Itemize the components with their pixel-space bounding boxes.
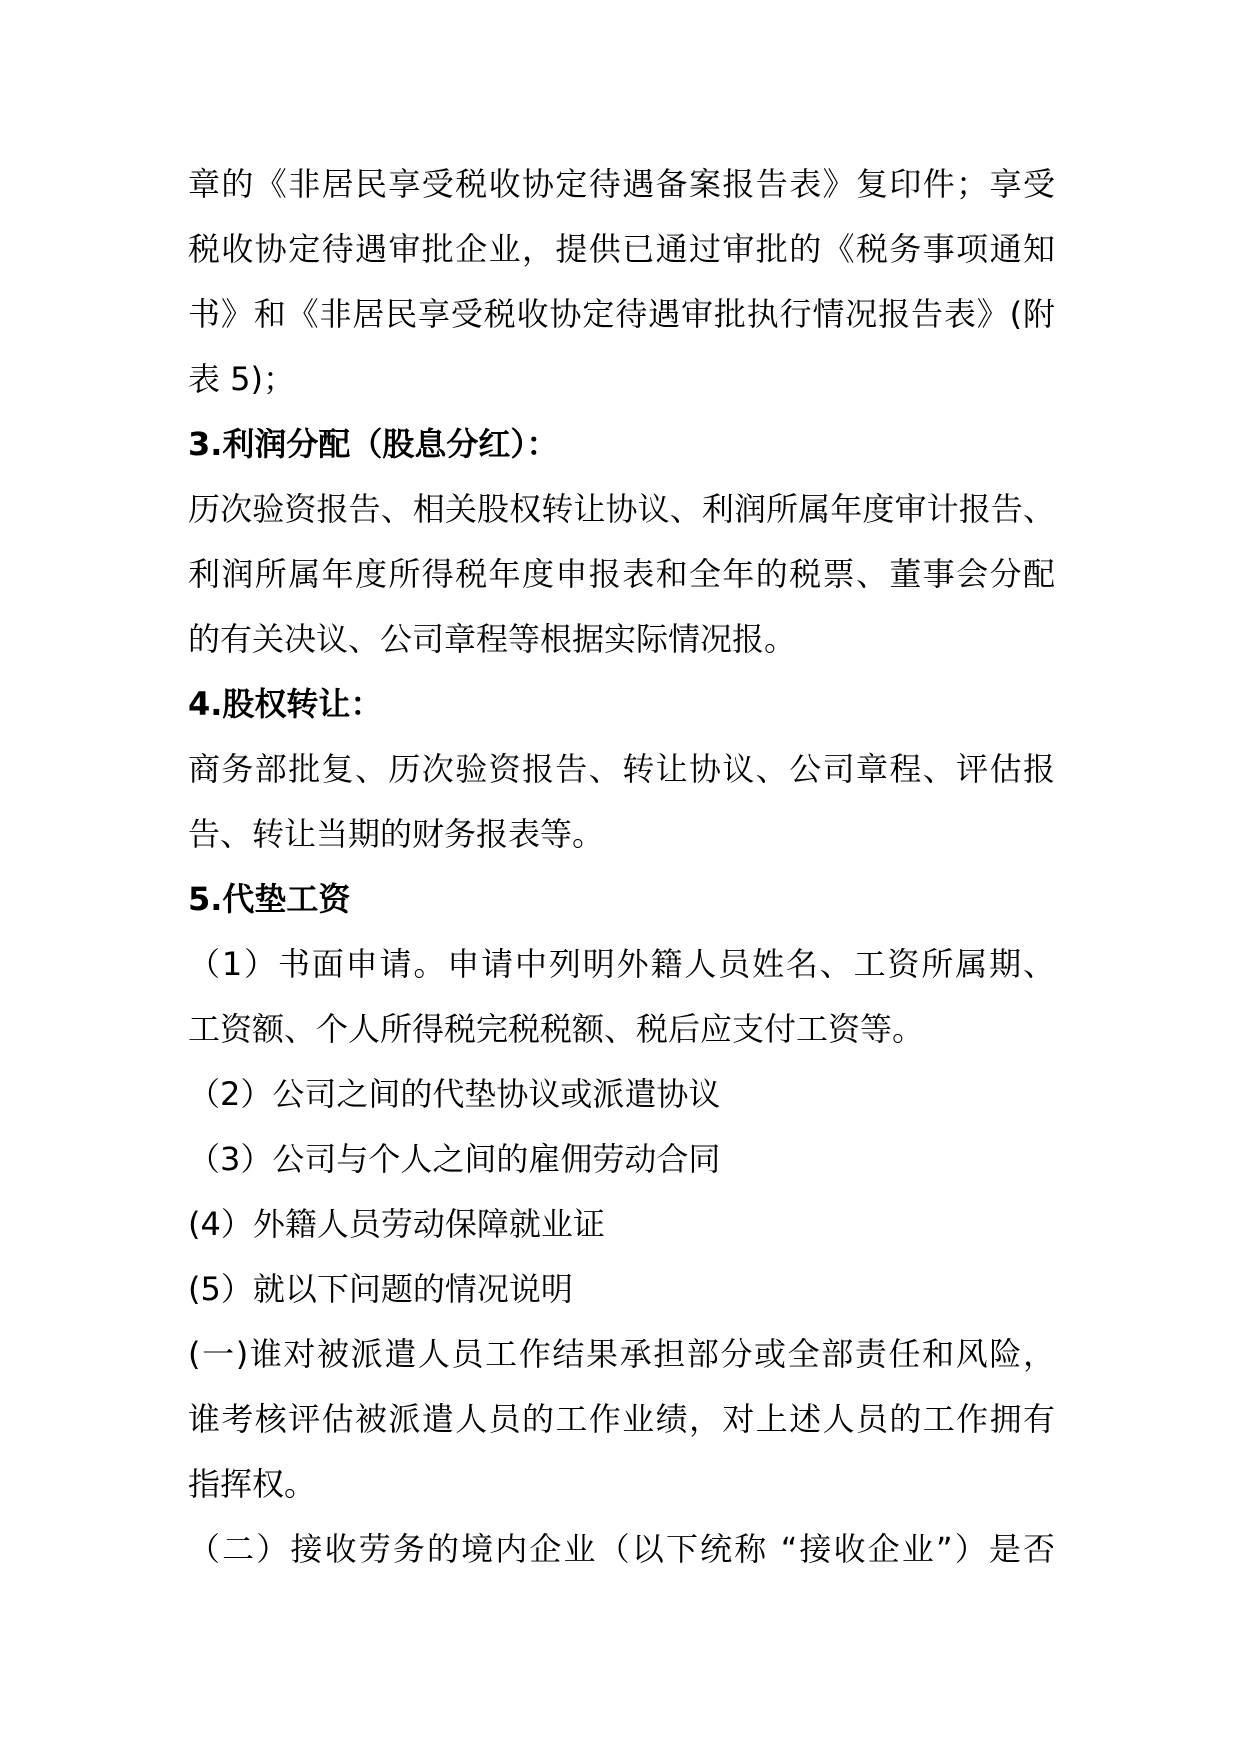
list-item: （1）书面申请。申请中列明外籍人员姓名、工资所属期、 xyxy=(188,945,1055,983)
list-item: （二）接收劳务的境内企业（以下统称 “接收企业”）是否 xyxy=(188,1530,1055,1568)
list-item: (5）就以下问题的情况说明 xyxy=(188,1270,573,1308)
text-line: 书》和《非居民享受税收协定待遇审批执行情况报告表》(附 xyxy=(188,295,1055,333)
section-heading-equity-transfer: 4.股权转让： xyxy=(188,685,383,723)
text-line: 商务部批复、历次验资报告、转让协议、公司章程、评估报 xyxy=(188,750,1055,788)
text-line: 利润所属年度所得税年度申报表和全年的税票、董事会分配 xyxy=(188,555,1055,593)
text-line: 章的《非居民享受税收协定待遇备案报告表》复印件；享受 xyxy=(188,165,1055,203)
document-body xyxy=(188,152,1055,1582)
text-line: 表 5)； xyxy=(188,360,296,398)
list-item: （3）公司与个人之间的雇佣劳动合同 xyxy=(188,1140,721,1178)
text-line: 历次验资报告、相关股权转让协议、利润所属年度审计报告、 xyxy=(188,490,1055,528)
section-heading-advance-salary: 5.代垫工资 xyxy=(188,880,351,918)
text-line: 指挥权。 xyxy=(188,1465,317,1503)
section-heading-profit-distribution: 3.利润分配（股息分红）： xyxy=(188,425,559,463)
list-item: (一)谁对被派遣人员工作结果承担部分或全部责任和风险， xyxy=(188,1335,1055,1373)
list-item: (4）外籍人员劳动保障就业证 xyxy=(188,1205,605,1243)
text-line: 谁考核评估被派遣人员的工作业绩，对上述人员的工作拥有 xyxy=(188,1400,1055,1438)
text-line: 税收协定待遇审批企业，提供已通过审批的《税务事项通知 xyxy=(188,230,1055,268)
text-line: 的有关决议、公司章程等根据实际情况报。 xyxy=(188,620,797,658)
text-line: 工资额、个人所得税完税税额、税后应支付工资等。 xyxy=(188,1010,925,1048)
list-item: （2）公司之间的代垫协议或派遣协议 xyxy=(188,1075,721,1113)
text-line: 告、转让当期的财务报表等。 xyxy=(188,815,605,853)
